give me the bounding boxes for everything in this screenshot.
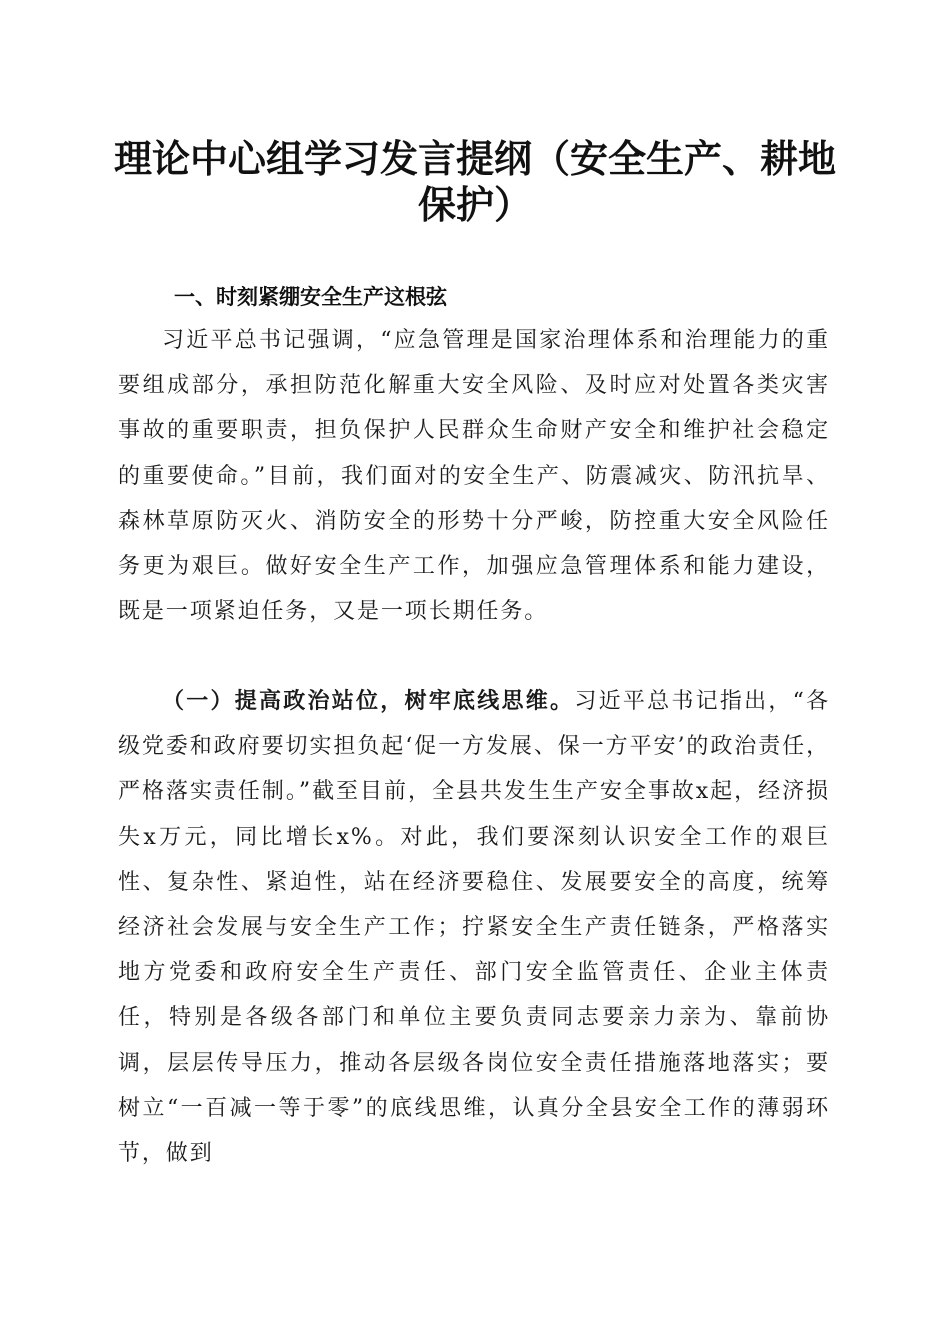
paragraph-subsection-1 — [118, 679, 830, 1176]
paragraph-intro: 习近平总书记强调，“应急管理是国家治理体系和治理能力的重要组成部分，承担防范化解重大安全风险、及时应对处置各类灾害事故的重要职责，担负保护人民群众生命财产安全和维护社会稳定的重要使命。”目前，我们面对的安全生产、防震减灾、防汛抗旱、森林草原防灭火、消防安全的形势十分严峻，防控重大安全风险任务更为艰巨。做好安全生产工作，加强应急管理体系和能力建设，既是一项紧迫任务，又是一项长期任务。 — [118, 328, 830, 625]
subsection-lead: （一）提高政治站位，树牢底线思维。 — [162, 688, 575, 714]
document-title: 理论中心组学习发言提纲（安全生产、耕地保护） — [113, 136, 836, 227]
subsection-body: 习近平总书记指出，“各级党委和政府要切实担负起‘促一方发展、保一方平安’的政治责任，严格落实责任制。”截至目前，全县共发生生产安全事故x起，经济损失x万元，同比增长x%。对此，我们要深刻认识安全工作的艰巨性、复杂性、紧迫性，站在经济要稳住、发展要安全的高度，统筹经济社会发展与安全生产工作；拧紧安全生产责任链条，严格落实地方党委和政府安全生产责任、部门安全监管责任、企业主体责任，特别是各级各部门和单位主要负责同志要亲力亲为、靠前协调，层层传导压力，推动各层级各岗位安全责任措施落地落实；要树立“一百减一等于零”的底线思维，认真分全县安全工作的薄弱环节，做到 — [118, 689, 830, 1167]
section-heading: 一、时刻紧绷安全生产这根弦 — [174, 285, 447, 309]
